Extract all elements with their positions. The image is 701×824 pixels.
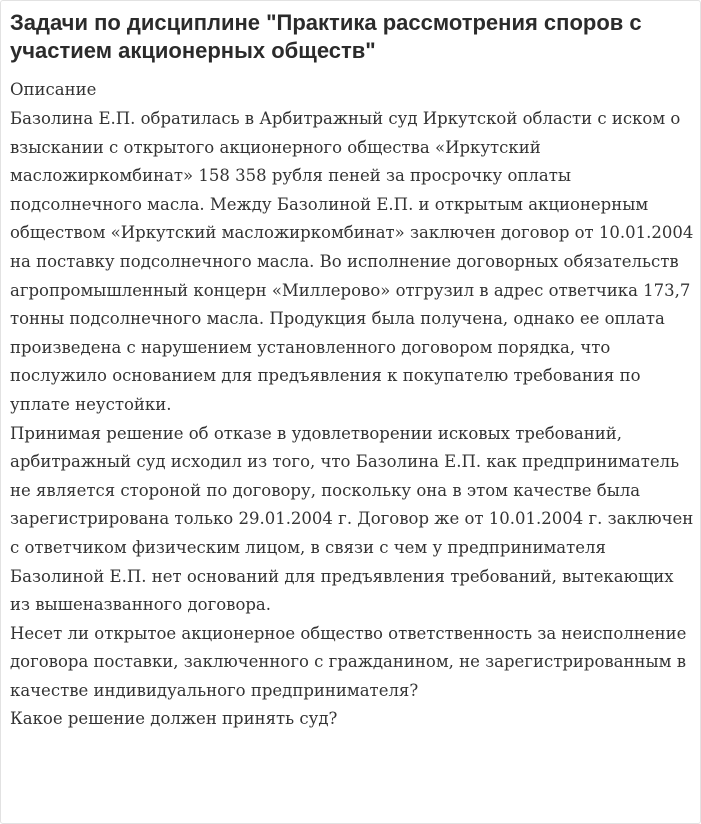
description-body <box>10 105 698 734</box>
description-paragraph: Базолина Е.П. обратилась в Арбитражный суд Иркутской области с иском о взыскании с открытого акционерного общества «Иркутский масложиркомбинат» 158 358 рубля пеней за просрочку оплаты подсолнечного масла. Между Базолиной Е.П. и открытым акционерным обществом «Иркутский масложиркомбинат» заключен договор от 10.01.2004 на поставку подсолнечного масла. Во исполнение договорных обязательств агропромышленный концерн «Миллерово» отгрузил в адрес ответчика 173,7 тонны подсолнечного масла. Продукция была получена, однако ее оплата произведена с нарушением установленного договором порядка, что послужило основанием для предъявления к покупателю требования по уплате неустойки. <box>10 109 694 414</box>
description-paragraph: Принимая решение об отказе в удовлетворении исковых требований, арбитражный суд исходил из того, что Базолина Е.П. как предприниматель не является стороной по договору, поскольку она в этом качестве была зарегистрирована только 29.01.2004 г. Договор же от 10.01.2004 г. заключен с ответчиком физическим лицом, в связи с чем у предпринимателя Базолиной Е.П. нет оснований для предъявления требований, вытекающих из вышеназванного договора. <box>10 423 694 615</box>
question-paragraph: Несет ли открытое акционерное общество ответственность за неисполнение договора поставки, заключенного с гражданином, не зарегистрированным в качестве индивидуального предпринимателя? <box>10 623 687 700</box>
description-label: Описание <box>10 80 97 99</box>
question-paragraph: Какое решение должен принять суд? <box>10 709 338 729</box>
page-title: Задачи по дисциплине "Практика рассмотрения споров с участием акционерных обществ" <box>10 10 642 63</box>
